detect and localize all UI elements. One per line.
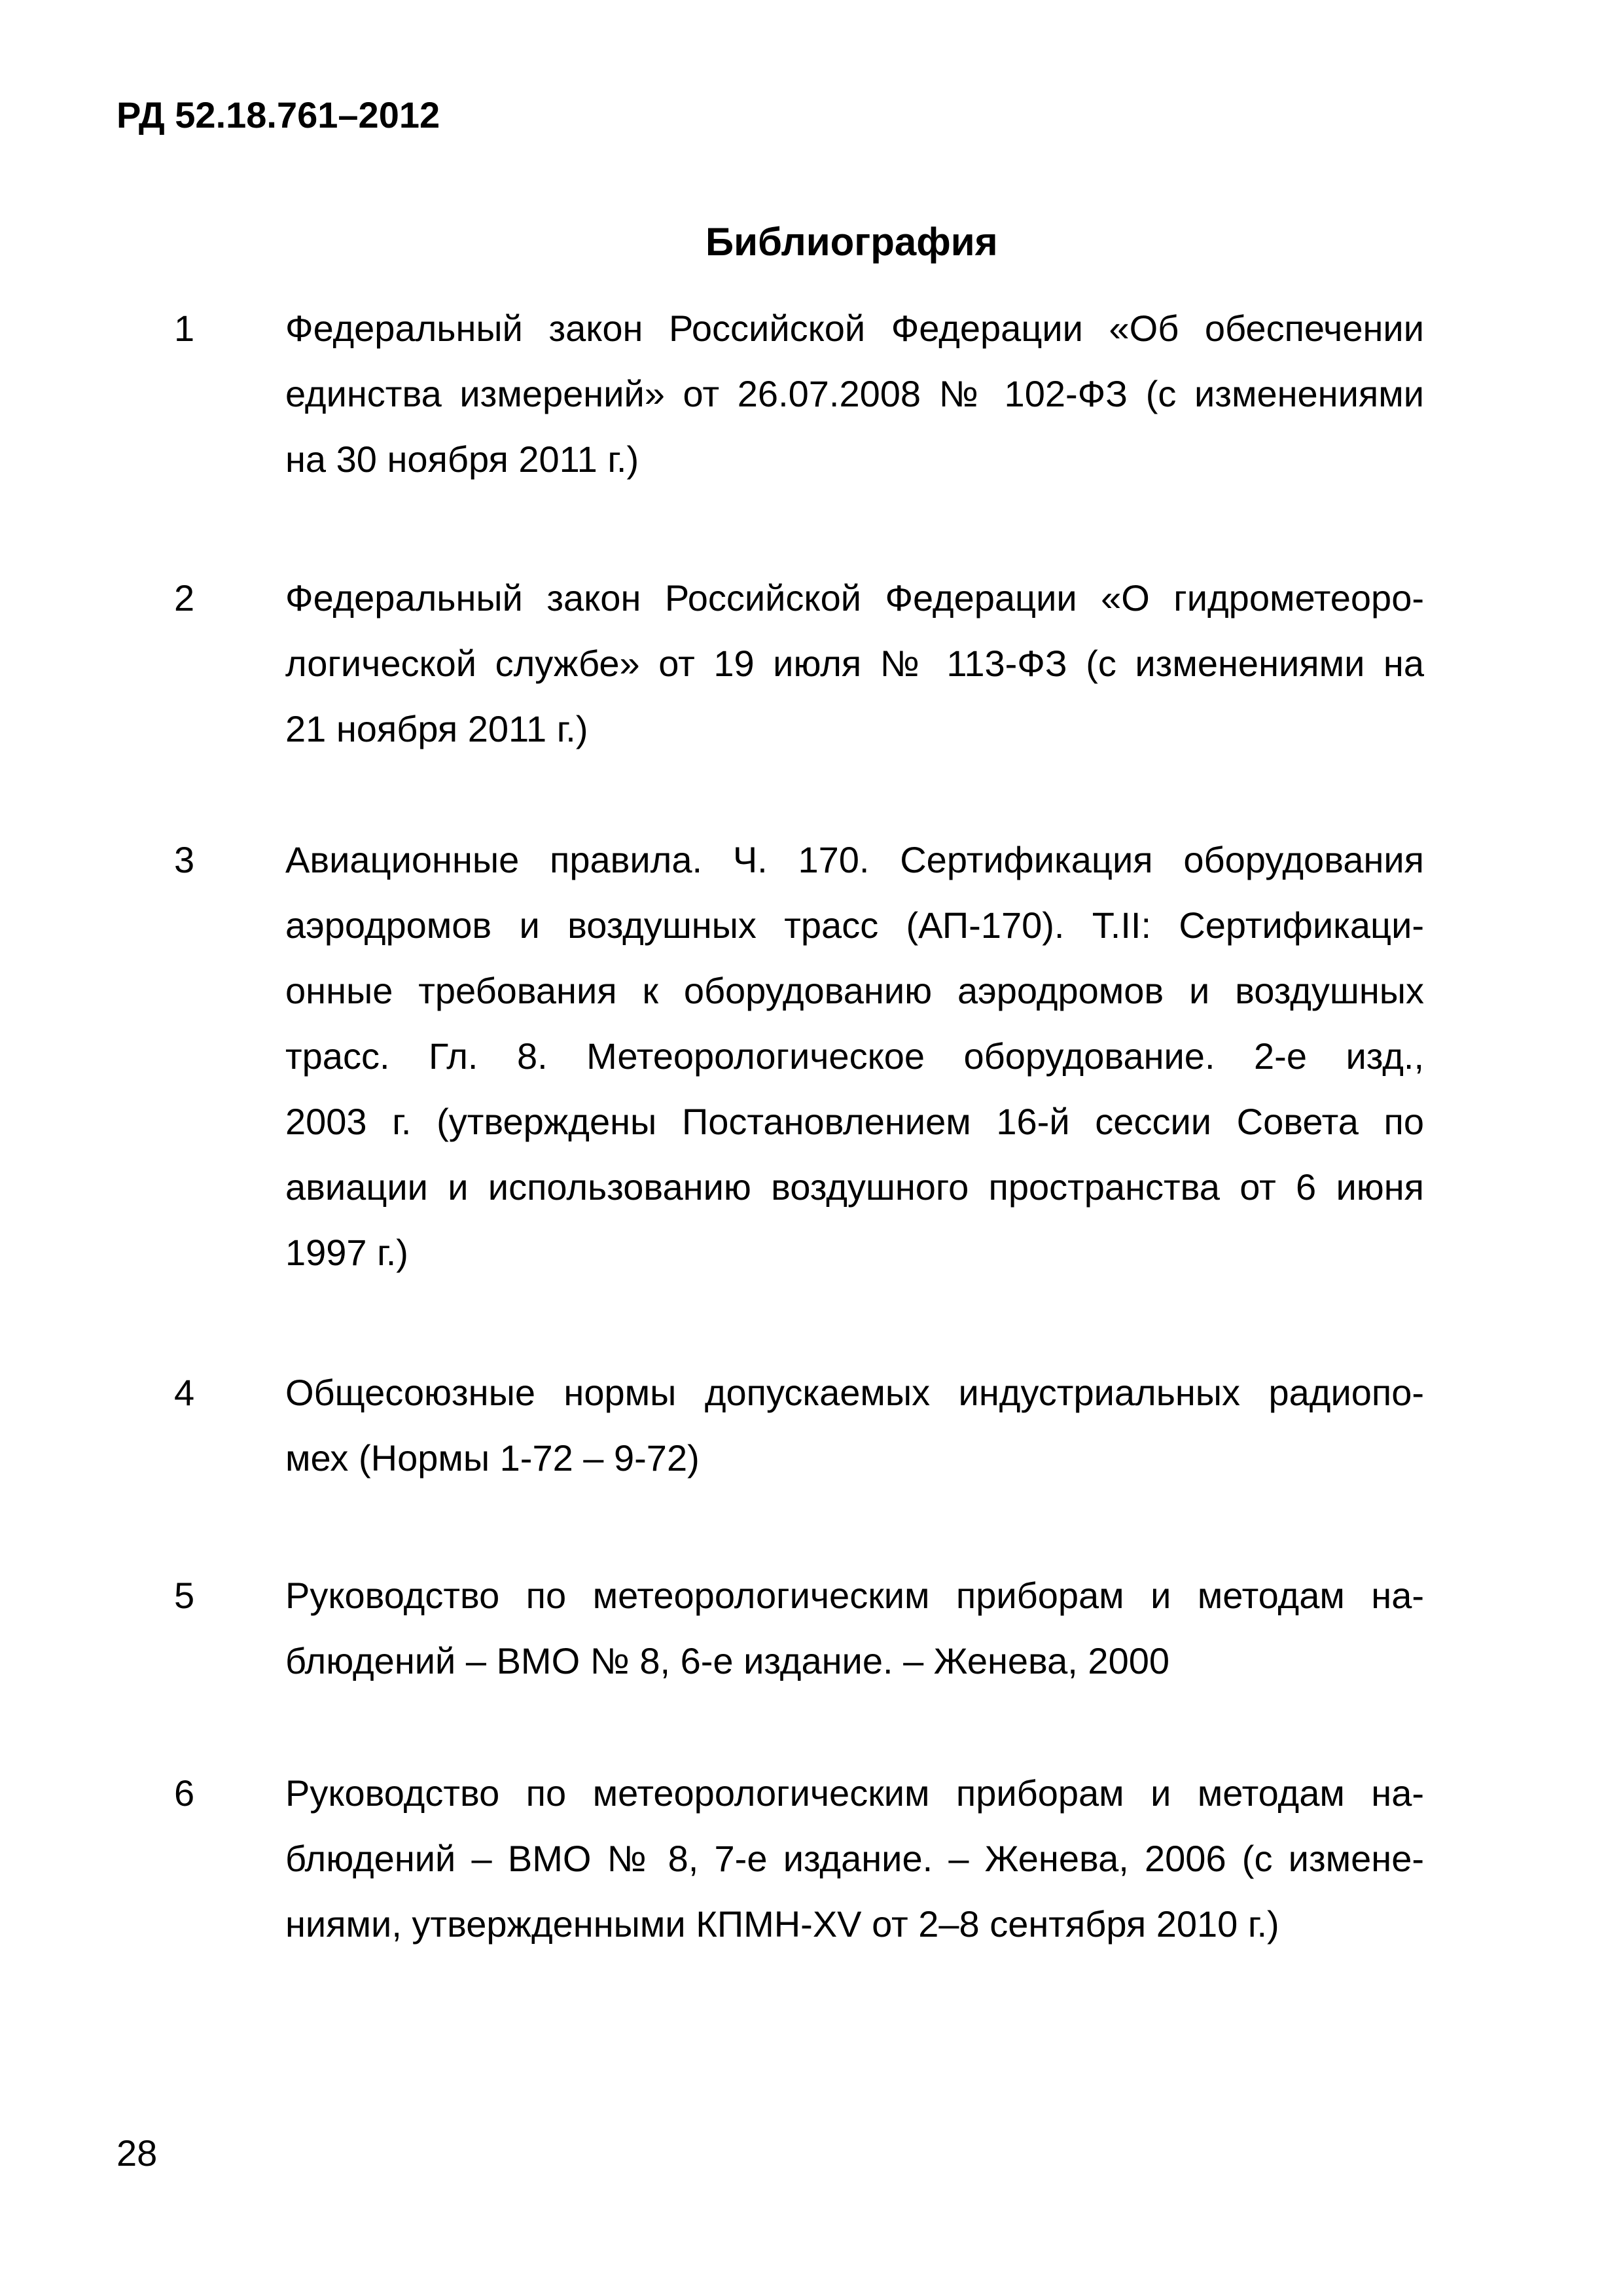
entry-line: мех (Нормы 1-72 – 9-72): [285, 1437, 700, 1479]
entry-number: 2: [174, 577, 195, 619]
entry-text: [285, 1761, 1424, 1957]
entry-number: 6: [174, 1772, 195, 1814]
entry-line: авиации и использованию воздушного пространства от 6 июня: [285, 1166, 1424, 1208]
entry-text: [285, 296, 1424, 492]
entry-line: логической службе» от 19 июля № 113-ФЗ (с изменениями на: [285, 643, 1424, 684]
entry-line: 1997 г.): [285, 1232, 408, 1273]
entry-number: 5: [174, 1575, 195, 1616]
entry-text: [285, 1360, 1424, 1491]
entry-line: Общесоюзные нормы допускаемых индустриальных радиопо-: [285, 1372, 1424, 1413]
entry-number: 3: [174, 839, 195, 880]
entry-line: 2003 г. (утверждены Постановлением 16-й сессии Совета по: [285, 1101, 1424, 1142]
entry-line: Федеральный закон Российской Федерации «О гидрометеоро-: [285, 577, 1424, 619]
page-title: Библиография: [705, 220, 998, 264]
entry-line: аэродромов и воздушных трасс (АП-170). Т.II: Сертификаци-: [285, 905, 1424, 946]
entry-number: 4: [174, 1372, 195, 1413]
entry-text: [285, 827, 1424, 1285]
page-number: 28: [116, 2132, 158, 2174]
entry-line: ниями, утвержденными КПМН-XV от 2–8 сентября 2010 г.): [285, 1903, 1279, 1945]
entry-text: [285, 1563, 1424, 1694]
entry-text: [285, 565, 1424, 762]
entry-line: единства измерений» от 26.07.2008 № 102-ФЗ (с изменениями: [285, 373, 1424, 414]
entry-line: онные требования к оборудованию аэродромов и воздушных: [285, 970, 1424, 1011]
entry-line: блюдений – ВМО № 8, 6-е издание. – Женева, 2000: [285, 1640, 1169, 1681]
entry-line: Руководство по метеорологическим приборам и методам на-: [285, 1575, 1424, 1616]
entry-line: Федеральный закон Российской Федерации «Об обеспечении: [285, 308, 1424, 349]
entry-line: на 30 ноября 2011 г.): [285, 439, 639, 480]
entry-line: трасс. Гл. 8. Метеорологическое оборудование. 2-е изд.,: [285, 1035, 1424, 1077]
document-code: РД 52.18.761–2012: [116, 94, 440, 135]
entry-line: блюдений – ВМО № 8, 7-е издание. – Женева, 2006 (с измене-: [285, 1838, 1424, 1879]
entry-number: 1: [174, 308, 195, 349]
entry-line: Руководство по метеорологическим приборам и методам на-: [285, 1772, 1424, 1814]
entry-line: 21 ноября 2011 г.): [285, 708, 588, 749]
entry-line: Авиационные правила. Ч. 170. Сертификация оборудования: [285, 839, 1424, 880]
